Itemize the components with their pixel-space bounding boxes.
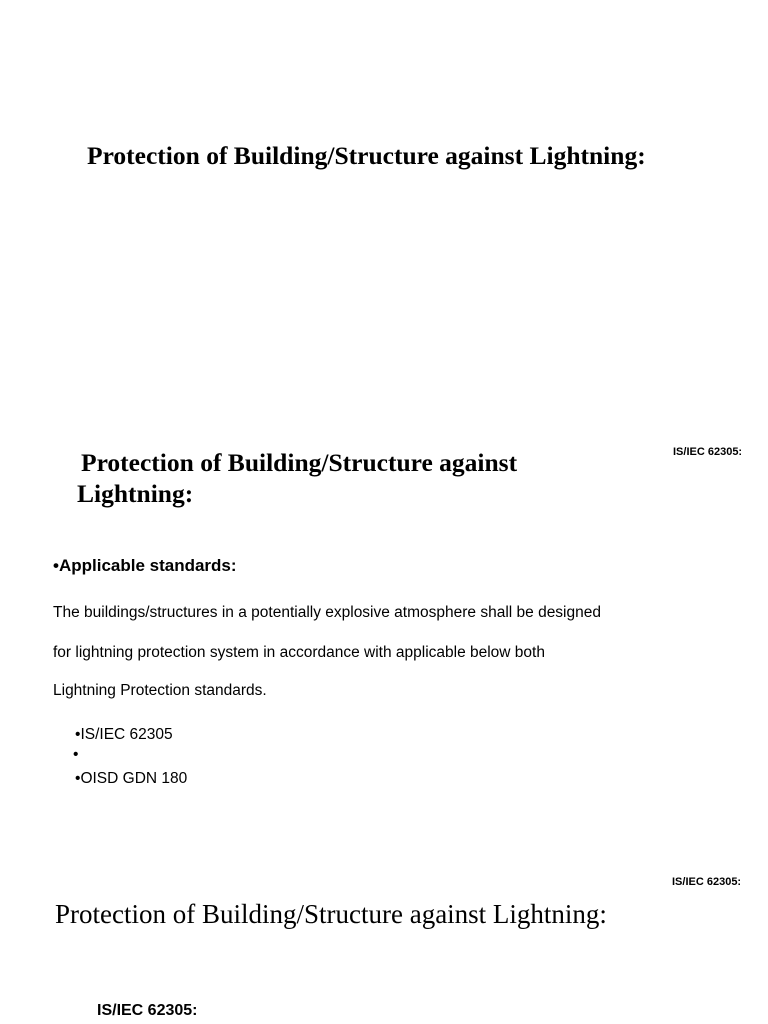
list-item-text: OISD GDN 180 [80,770,188,787]
slide2-heading [53,556,237,576]
list-item-text: IS/IEC 62305 [80,726,173,743]
paragraph-line-3: Lightning Protection standards. [53,682,267,699]
slide2-corner-label: IS/IEC 62305: [673,446,743,458]
slide2-title-line2: Lightning: [77,479,194,508]
empty-list-bullet: • [73,746,79,763]
slide3-title: Protection of Building/Structure against Lightning: [55,899,607,929]
paragraph-line-1: The buildings/structures in a potentially explosive atmosphere shall be designed [53,604,601,621]
slide3-subheading: IS/IEC 62305: [97,1002,198,1019]
list-bullet: • [75,770,81,787]
slide3-corner-label: IS/IEC 62305: [672,876,742,888]
slide1-title: Protection of Building/Structure against Lightning: [87,141,646,170]
list-item [75,726,173,744]
slide2-title-line1: Protection of Building/Structure against [81,448,518,477]
heading-bullet: • [53,556,59,575]
list-item [75,770,187,788]
heading-text: Applicable standards: [58,556,237,575]
paragraph-line-2: for lightning protection system in accordance with applicable below both [53,644,545,661]
list-bullet: • [75,726,81,743]
